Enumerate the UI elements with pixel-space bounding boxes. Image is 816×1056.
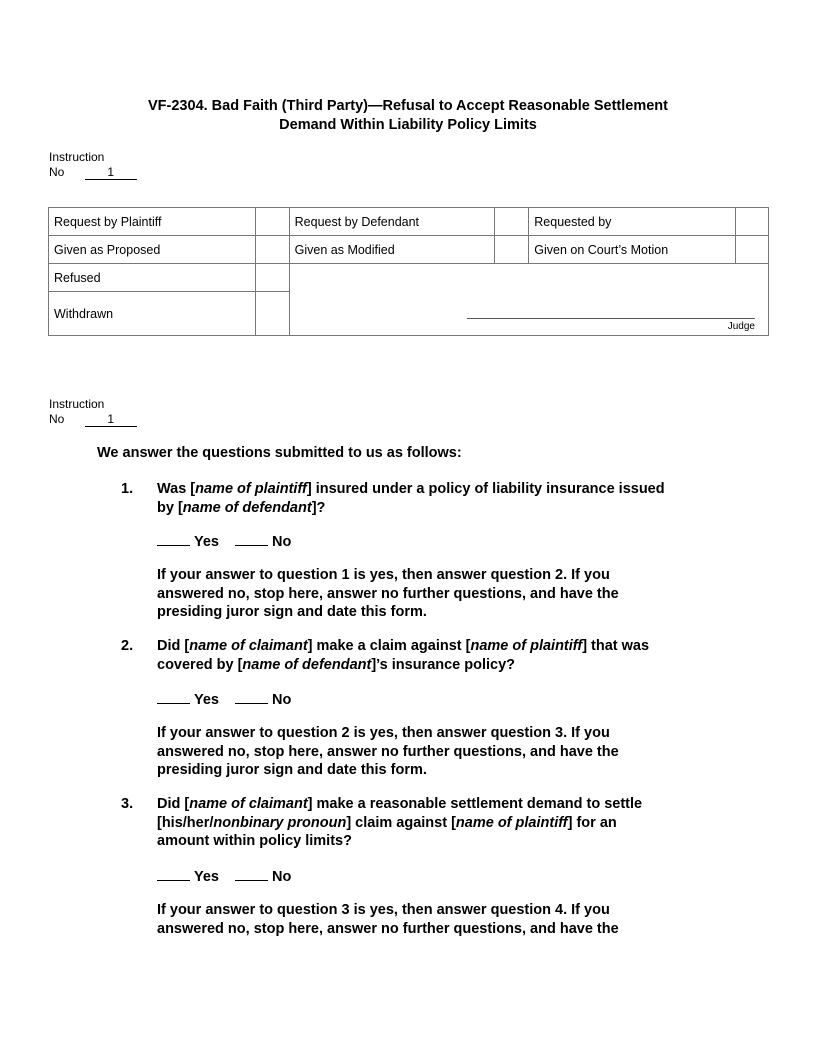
title-line-2: Demand Within Liability Policy Limits (279, 116, 537, 133)
withdrawn-box[interactable] (255, 292, 289, 336)
question-3-yes-label: Yes (194, 869, 219, 885)
judge-signature-line[interactable] (467, 318, 755, 319)
given-as-proposed-box[interactable] (255, 236, 289, 264)
judge-signature-area (289, 264, 768, 336)
instruction-number-bottom (49, 397, 137, 427)
judge-label: Judge (727, 321, 755, 332)
refused-box[interactable] (255, 264, 289, 292)
requested-by-label: Requested by (529, 208, 736, 236)
question-1-yes-label: Yes (194, 534, 219, 550)
question-3-no-blank[interactable] (235, 867, 268, 881)
question-1-answer (157, 532, 291, 552)
instruction-no-label: No (49, 411, 65, 426)
given-as-modified-box[interactable] (495, 236, 529, 264)
request-disposition-table (48, 207, 769, 336)
question-2-yes-blank[interactable] (157, 690, 190, 704)
refused-label: Refused (49, 264, 256, 292)
request-by-defendant-box[interactable] (495, 208, 529, 236)
title-line-1: VF-2304. Bad Faith (Third Party)—Refusal to Accept Reasonable Settlement (148, 98, 668, 114)
instruction-no-value: 1 (85, 413, 137, 427)
given-as-proposed-label: Given as Proposed (49, 236, 256, 264)
form-title (0, 97, 816, 134)
given-as-modified-label: Given as Modified (289, 236, 495, 264)
question-1-number: 1. (121, 481, 134, 497)
request-by-defendant-label: Request by Defendant (289, 208, 495, 236)
question-1-yes-blank[interactable] (157, 532, 190, 546)
request-by-plaintiff-box[interactable] (255, 208, 289, 236)
question-3-number: 3. (121, 796, 134, 812)
question-2-answer (157, 690, 291, 710)
question-1-text: Was [name of plaintiff] insured under a policy of liability insurance issued by [name of defendant]? (157, 481, 665, 516)
question-3-answer (157, 867, 291, 887)
question-3-instructions: If your answer to question 3 is yes, then answer question 4. If you answered no, stop here, answer no further questions, and have the (157, 902, 619, 937)
question-2-instructions: If your answer to question 2 is yes, then answer question 3. If you answered no, stop here, answer no further questions, and have the presiding juror sign and date this form. (157, 725, 619, 778)
instruction-no-value: 1 (85, 166, 137, 180)
instruction-label: Instruction (49, 150, 105, 164)
request-by-plaintiff-label: Request by Plaintiff (49, 208, 256, 236)
given-on-courts-motion-label: Given on Court’s Motion (529, 236, 736, 264)
question-1-instructions: If your answer to question 1 is yes, then answer question 2. If you answered no, stop here, answer no further questions, and have the presiding juror sign and date this form. (157, 567, 619, 620)
question-2-no-blank[interactable] (235, 690, 268, 704)
question-3-yes-blank[interactable] (157, 867, 190, 881)
question-2-no-label: No (272, 692, 292, 708)
question-3-no-label: No (272, 869, 292, 885)
question-2-text: Did [name of claimant] make a claim against [name of plaintiff] that was covered by [name of defendant]’s insurance policy? (157, 638, 650, 673)
question-1-no-blank[interactable] (235, 532, 268, 546)
instruction-number-top (49, 150, 137, 180)
instruction-label: Instruction (49, 397, 105, 411)
question-2-yes-label: Yes (194, 692, 219, 708)
given-on-courts-motion-box[interactable] (736, 236, 769, 264)
requested-by-box[interactable] (736, 208, 769, 236)
verdict-intro: We answer the questions submitted to us as follows: (97, 445, 462, 461)
question-1-no-label: No (272, 534, 292, 550)
instruction-no-label: No (49, 164, 65, 179)
withdrawn-label: Withdrawn (49, 292, 256, 336)
question-3-text: Did [name of claimant] make a reasonable settlement demand to settle [his/her/nonbinary pronoun] claim against [name of plaintiff] for an amount within policy limits? (157, 796, 643, 849)
question-2-number: 2. (121, 638, 134, 654)
